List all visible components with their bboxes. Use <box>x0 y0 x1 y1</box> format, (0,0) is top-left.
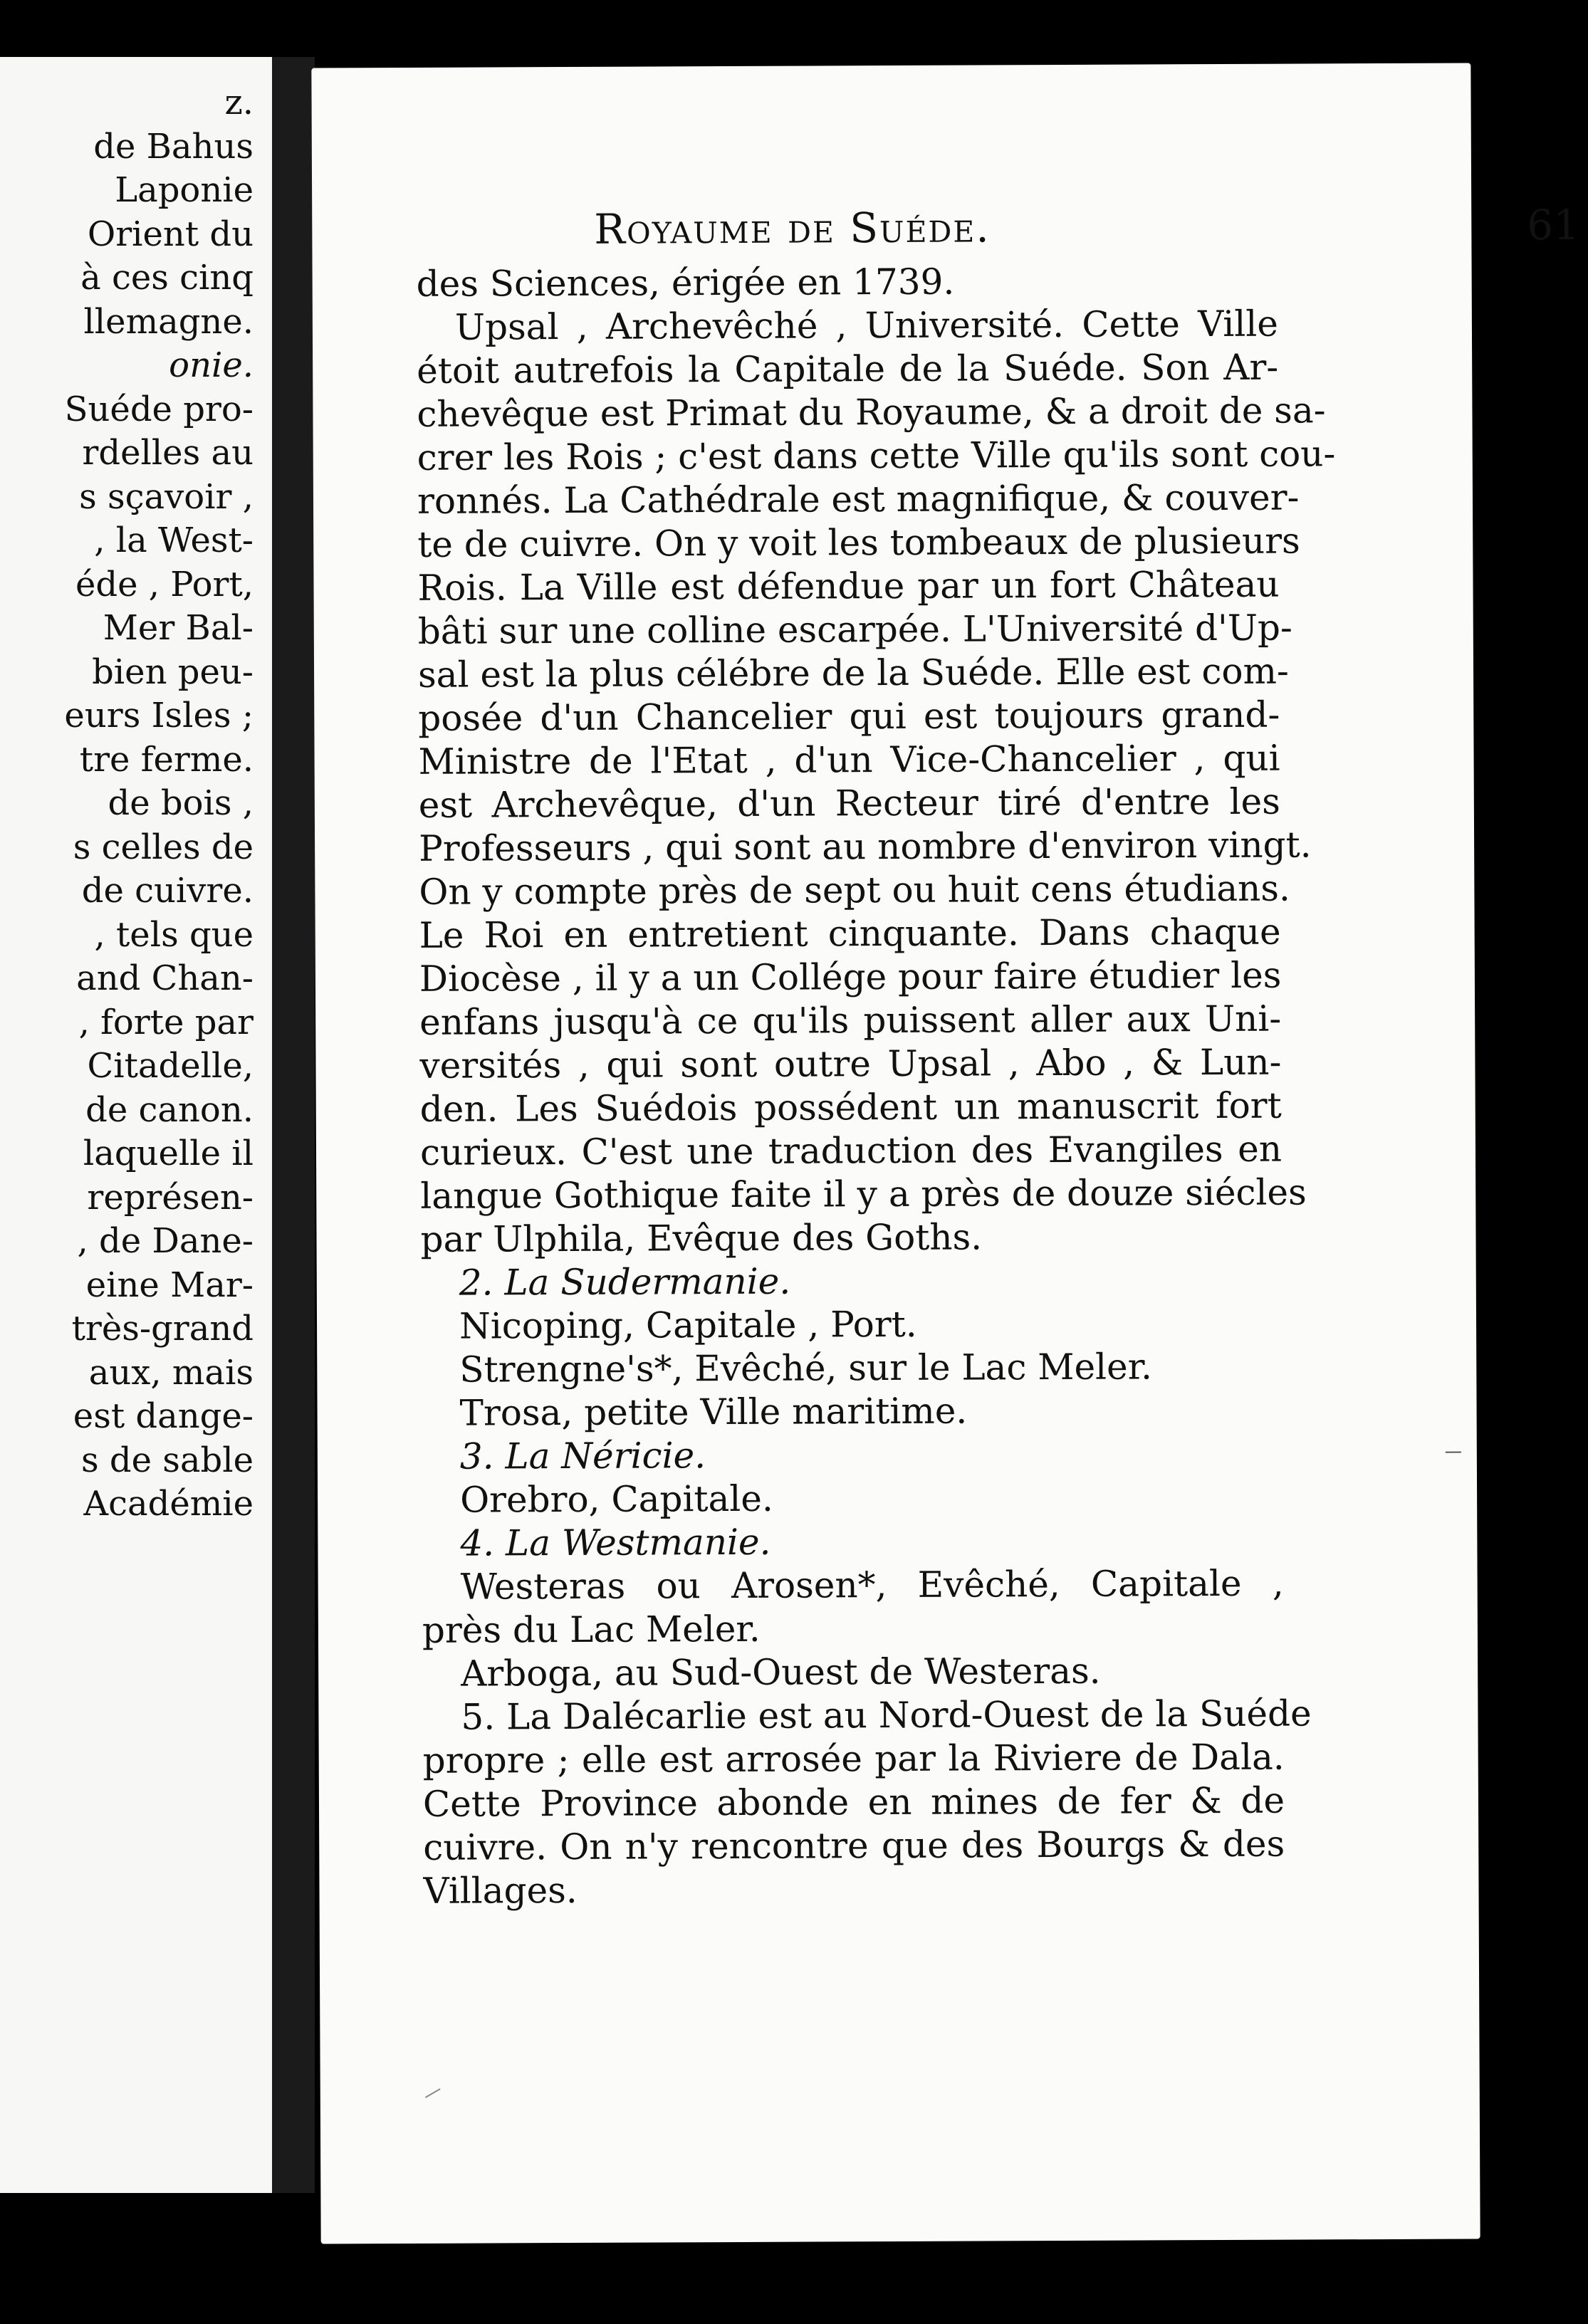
left-page-line: à ces cinq <box>80 258 254 298</box>
left-page-line: s celles de <box>73 827 254 867</box>
left-page-line: est dange- <box>73 1396 254 1436</box>
body-line: den. Les Suédois possédent un manuscrit fort <box>419 1084 1282 1130</box>
body-line: bâti sur une colline escarpée. L'Université d'Up- <box>417 607 1292 652</box>
left-page-line: , tels que <box>94 914 254 955</box>
body-line: crer les Rois ; c'est dans cette Ville qu'ils sont cou- <box>417 433 1336 478</box>
body-line: chevêque est Primat du Royaume, & a droit de sa- <box>417 389 1326 435</box>
page-number: 61 <box>1527 200 1580 250</box>
left-page-line: , la West- <box>94 520 254 560</box>
body-line: étoit autrefois la Capitale de la Suéde. Son Ar- <box>417 346 1279 392</box>
left-page-line: de canon. <box>85 1089 254 1130</box>
left-page-line: Mer Bal- <box>103 608 254 648</box>
left-page-line: eurs Isles ; <box>64 696 254 736</box>
body-line: On y compte près de sept ou huit cens étudians. <box>419 867 1291 913</box>
body-line: Westeras ou Arosen*, Evêché, Capitale , <box>460 1562 1284 1608</box>
book-gutter <box>272 57 315 2193</box>
left-page-line: laquelle il <box>83 1134 254 1173</box>
left-page-line: and Chan- <box>76 958 254 998</box>
left-page-line: Académie <box>83 1484 254 1524</box>
body-line: par Ulphila, Evêque des Goths. <box>420 1216 983 1260</box>
left-page-line: aux, mais <box>88 1352 254 1393</box>
running-head: Royaume de Suéde. <box>594 203 991 253</box>
left-page-line: s sçavoir , <box>79 476 254 517</box>
left-page-line: de bois , <box>108 783 254 823</box>
body-line: Nicoping, Capitale , Port. <box>459 1303 917 1347</box>
body-line: Villages. <box>423 1869 578 1912</box>
body-text <box>416 259 1336 1913</box>
body-line: sal est la plus célébre de la Suéde. Elle est com- <box>417 650 1290 696</box>
body-line: Arboga, au Sud-Ouest de Westeras. <box>461 1650 1101 1695</box>
body-line: Trosa, petite Ville maritime. <box>459 1390 968 1434</box>
left-page-line: Citadelle, <box>87 1046 254 1086</box>
body-line: propre ; elle est arrosée par la Riviere de Dala. <box>422 1736 1285 1781</box>
body-line: curieux. C'est une traduction des Evangiles en <box>419 1128 1283 1173</box>
body-line: 4. La Westmanie. <box>460 1521 771 1564</box>
left-page-line: éde , Port, <box>75 564 254 604</box>
body-line: des Sciences, érigée en 1739. <box>416 261 955 305</box>
left-page-line: z. <box>224 83 254 122</box>
body-line: Diocèse , il y a un Collége pour faire étudier les <box>419 954 1282 1000</box>
body-line: te de cuivre. On y voit les tombeaux de plusieurs <box>417 520 1300 565</box>
body-line: Orebro, Capitale. <box>459 1477 773 1521</box>
body-line: langue Gothique faite il y a près de douze siécles <box>420 1171 1307 1217</box>
left-page-line: rdelles au <box>82 433 254 473</box>
body-line: versités , qui sont outre Upsal , Abo , & Lun- <box>419 1041 1282 1087</box>
body-line: cuivre. On n'y rencontre que des Bourgs & des <box>423 1823 1285 1868</box>
left-page-line: eine Mar- <box>85 1265 254 1305</box>
body-line: près du Lac Meler. <box>422 1608 761 1651</box>
body-line: Ministre de l'Etat , d'un Vice-Chancelier , qui <box>418 737 1280 782</box>
left-page-fragment <box>0 57 273 2193</box>
body-line: 3. La Néricie. <box>459 1435 706 1477</box>
body-line: Cette Province abonde en mines de fer & de <box>422 1779 1285 1825</box>
left-page-line: de Bahus <box>93 126 254 167</box>
left-page-line: , de Dane- <box>77 1221 254 1261</box>
left-page-line: onie. <box>169 345 254 385</box>
body-line: ronnés. La Cathédrale est magnifique, & couver- <box>417 476 1300 522</box>
left-page-line: Laponie <box>115 170 254 210</box>
left-page-line: s de sable <box>80 1440 254 1480</box>
body-line: enfans jusqu'à ce qu'ils puissent aller aux Uni- <box>419 998 1282 1043</box>
left-page-line: llemagne. <box>83 301 254 342</box>
left-page-line: Suéde pro- <box>64 389 254 429</box>
body-line: Upsal , Archevêché , Université. Cette Ville <box>454 303 1279 348</box>
right-page <box>311 63 1580 2244</box>
body-line: Le Roi en entretient cinquante. Dans chaque <box>419 911 1281 956</box>
left-page-line: , forte par <box>78 1002 254 1042</box>
stray-mark <box>425 2088 441 2098</box>
left-page-line: de cuivre. <box>81 871 254 911</box>
left-page-line: tre ferme. <box>79 739 254 780</box>
body-line: Rois. La Ville est défendue par un fort Château <box>417 563 1280 609</box>
body-line: posée d'un Chancelier qui est toujours grand- <box>418 693 1280 739</box>
page-header <box>594 200 1580 256</box>
margin-mark <box>1446 1452 1461 1453</box>
left-page-line: très-grand <box>71 1309 254 1349</box>
left-page-line: Orient du <box>87 214 254 254</box>
body-line: 2. La Sudermanie. <box>459 1260 791 1304</box>
left-page-line: représen- <box>87 1177 254 1218</box>
body-line: 5. La Dalécarlie est au Nord-Ouest de la Suéde <box>461 1692 1312 1738</box>
body-line: est Archevêque, d'un Recteur tiré d'entre les <box>418 780 1280 826</box>
body-line: Professeurs , qui sont au nombre d'environ vingt. <box>418 824 1312 869</box>
left-page-line: bien peu- <box>92 651 254 692</box>
body-line: Strengne's*, Evêché, sur le Lac Meler. <box>459 1346 1153 1391</box>
